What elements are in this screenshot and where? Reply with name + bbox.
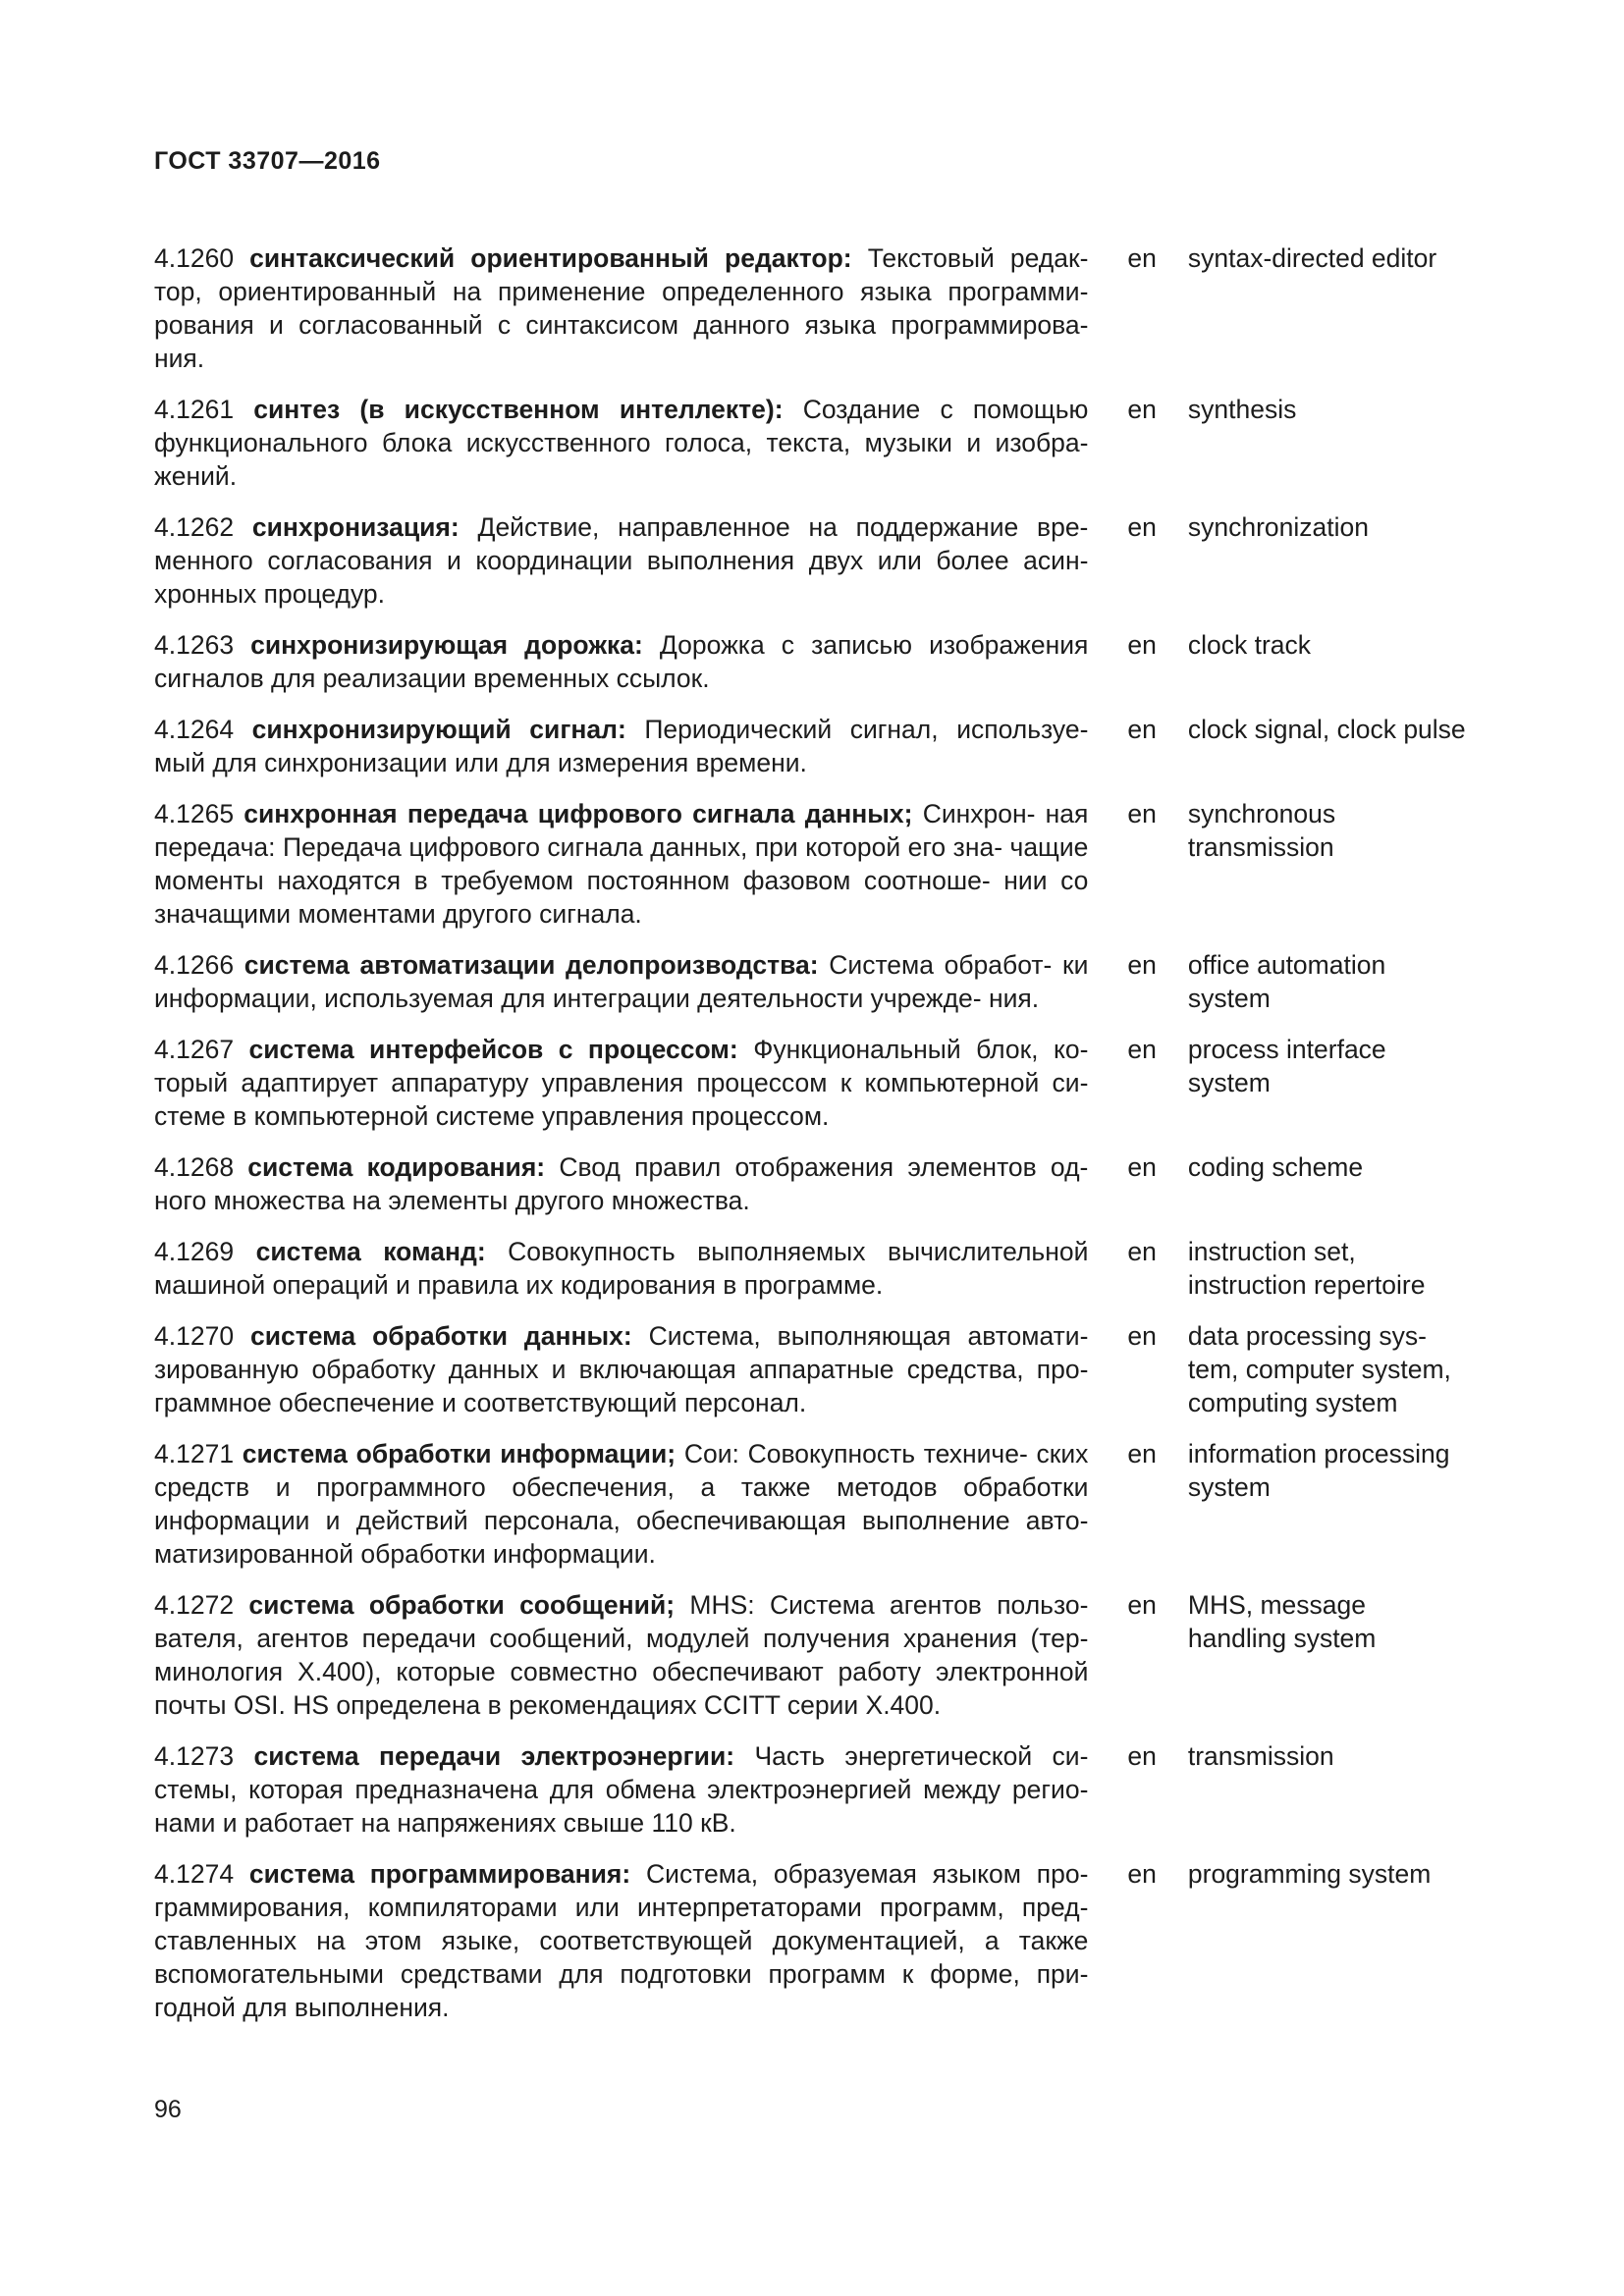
definition-line: граммное обеспечение и соответствующий персонал. [154, 1388, 807, 1417]
page-number: 96 [154, 2096, 182, 2123]
definition-line: сигналов для реализации временных ссылок. [154, 664, 710, 693]
term-number: 4.1260 [154, 243, 235, 273]
term-entry [154, 1588, 1499, 1722]
equivalent-line: instruction set, [1187, 1237, 1356, 1266]
language-code: en [1127, 1035, 1157, 1064]
definition-line: Синхрон- [922, 799, 1036, 828]
definition-line: ная передача: Передача цифрового сигнала данных, при которой его зна- [154, 799, 1089, 862]
definition-line: граммирования, компиляторами или интерпретаторами программ, пред- [154, 1893, 1089, 1922]
term-number: 4.1266 [154, 950, 235, 980]
equivalent-line: office automation [1187, 950, 1386, 980]
definition-line: вспомогательными средствами для подготовки программ к форме, при- [154, 1959, 1089, 1989]
definition-line: Действие, направленное на поддержание вре- [477, 512, 1089, 542]
definition-line: нами и работает на напряжениях свыше 110 кВ. [154, 1808, 736, 1838]
term-number: 4.1268 [154, 1152, 235, 1182]
language-code: en [1127, 630, 1157, 660]
definition-line: Текстовый редак- [867, 243, 1089, 273]
english-equivalent [1188, 948, 1499, 1015]
term-definition [154, 948, 1088, 1015]
term-number: 4.1273 [154, 1741, 235, 1771]
equivalent-line: transmission [1187, 832, 1334, 862]
english-equivalent [1188, 1857, 1499, 1891]
equivalent-line: MHS, message [1187, 1590, 1367, 1620]
definition-line: ния. [988, 984, 1040, 1013]
equivalent-line: system [1187, 1472, 1271, 1502]
equivalent-line: syntax-directed editor [1187, 243, 1437, 273]
term-title: синтез (в искусственном интеллекте): [253, 395, 784, 424]
equivalent-line: system [1187, 1068, 1271, 1097]
term-number: 4.1269 [154, 1237, 235, 1266]
language-code: en [1127, 1741, 1157, 1771]
definition-line: хронных процедур. [154, 579, 386, 609]
definition-line: почты OSI. HS определена в рекомендациях CCITT серии X.400. [154, 1690, 942, 1720]
term-number: 4.1261 [154, 395, 235, 424]
definition-line: мый для синхронизации или для измерения времени. [154, 748, 807, 777]
term-definition [154, 1857, 1088, 2024]
definition-line: функционального блока искусственного голоса, текста, музыки и изобра- [154, 428, 1089, 457]
equivalent-line: process interface [1187, 1035, 1386, 1064]
english-equivalent [1188, 1319, 1499, 1419]
equivalent-line: system [1187, 984, 1271, 1013]
term-number: 4.1263 [154, 630, 235, 660]
equivalent-line: data processing sys- [1187, 1321, 1427, 1351]
definition-line: нии со значащими моментами другого сигнала. [154, 866, 1089, 929]
term-number: 4.1267 [154, 1035, 235, 1064]
definition-line: жений. [154, 461, 238, 491]
term-number: 4.1272 [154, 1590, 235, 1620]
definition-line: менного согласования и координации выполнения двух или более асин- [154, 546, 1089, 575]
english-equivalent [1188, 1033, 1499, 1099]
definition-line: ного множества на элементы другого множества. [154, 1186, 750, 1215]
term-title: синтаксический ориентированный редактор: [249, 243, 852, 273]
definition-line: вателя, агентов передачи сообщений, модулей получения хранения (тер- [154, 1624, 1089, 1653]
term-title: система интерфейсов с процессом: [248, 1035, 738, 1064]
term-entry [154, 1150, 1499, 1217]
term-definition [154, 1033, 1088, 1133]
equivalent-line: transmission [1187, 1741, 1334, 1771]
term-title: система обработки информации; [242, 1439, 677, 1468]
term-definition [154, 1437, 1088, 1571]
term-entry [154, 713, 1499, 779]
term-definition [154, 628, 1088, 695]
term-number: 4.1271 [154, 1439, 235, 1468]
english-equivalent [1188, 713, 1499, 746]
definition-line: зированную обработку данных и включающая аппаратные средства, про- [154, 1355, 1089, 1384]
language-code: en [1127, 243, 1157, 273]
language-code: en [1127, 715, 1157, 744]
definition-line: годной для выполнения. [154, 1993, 450, 2022]
language-code: en [1127, 1152, 1157, 1182]
term-entry [154, 797, 1499, 931]
term-number: 4.1274 [154, 1859, 235, 1889]
term-title: система обработки данных: [250, 1321, 632, 1351]
definition-line: Создание с помощью [802, 395, 1089, 424]
term-title: синхронизация: [251, 512, 460, 542]
term-definition [154, 510, 1088, 611]
definition-line: ния. [154, 344, 205, 373]
english-equivalent [1188, 1235, 1499, 1302]
language-code: en [1127, 1237, 1157, 1266]
definition-line: торый адаптирует аппаратуру управления процессом к компьютерной си- [154, 1068, 1089, 1097]
equivalent-line: computing system [1187, 1388, 1398, 1417]
term-entry [154, 1857, 1499, 2024]
definition-line: Система, выполняющая автомати- [648, 1321, 1089, 1351]
term-definition [154, 241, 1088, 375]
term-title: синхронизирующая дорожка: [250, 630, 643, 660]
document-header: ГОСТ 33707—2016 [154, 147, 381, 175]
equivalent-line: clock track [1187, 630, 1312, 660]
term-entry [154, 241, 1499, 375]
english-equivalent [1188, 1150, 1499, 1184]
term-number: 4.1265 [154, 799, 235, 828]
definition-line: Функциональный блок, ко- [753, 1035, 1089, 1064]
definition-line: Часть энергетической си- [754, 1741, 1089, 1771]
definition-line: Система, образуемая языком про- [646, 1859, 1089, 1889]
term-entry [154, 1739, 1499, 1840]
term-entry [154, 510, 1499, 611]
language-code: en [1127, 1439, 1157, 1468]
language-code: en [1127, 512, 1157, 542]
term-entry [154, 628, 1499, 695]
english-equivalent [1188, 1588, 1499, 1655]
definition-line: Система обработ- [829, 950, 1053, 980]
language-code: en [1127, 799, 1157, 828]
equivalent-line: synchronous [1187, 799, 1336, 828]
equivalent-line: synchronization [1187, 512, 1370, 542]
term-title: система команд: [255, 1237, 486, 1266]
definition-line: MHS: Система агентов пользо- [689, 1590, 1089, 1620]
term-number: 4.1262 [154, 512, 235, 542]
term-definition [154, 1235, 1088, 1302]
definition-line: минология X.400), которые совместно обеспечивают работу электронной [154, 1657, 1089, 1686]
definition-line: Сои: Совокупность техниче- [683, 1439, 1028, 1468]
term-definition [154, 393, 1088, 493]
term-definition [154, 797, 1088, 931]
term-definition [154, 1739, 1088, 1840]
term-entry [154, 1319, 1499, 1419]
language-code: en [1127, 1321, 1157, 1351]
term-list [154, 241, 1499, 2042]
term-entry [154, 1437, 1499, 1571]
term-title: синхронная передача цифрового сигнала данных; [244, 799, 913, 828]
english-equivalent [1188, 797, 1499, 864]
definition-line: ских средств и программного обеспечения, а также методов обработки [154, 1439, 1089, 1502]
definition-line: ставленных на этом языке, соответствующей документацией, а также [154, 1926, 1089, 1955]
definition-line: информации и действий персонала, обеспечивающая выполнение авто- [154, 1506, 1089, 1535]
language-code: en [1127, 1859, 1157, 1889]
term-entry [154, 393, 1499, 493]
term-number: 4.1264 [154, 715, 235, 744]
definition-line: матизированной обработки информации. [154, 1539, 656, 1569]
term-number: 4.1270 [154, 1321, 235, 1351]
equivalent-line: synthesis [1187, 395, 1297, 424]
term-title: синхронизирующий сигнал: [251, 715, 626, 744]
definition-line: ки информации, используемая для интеграции деятельности учрежде- [154, 950, 1089, 1013]
definition-line: Совокупность выполняемых вычислительной [508, 1237, 1089, 1266]
definition-line: машиной операций и правила их кодирования в программе. [154, 1270, 884, 1300]
term-definition [154, 1588, 1088, 1722]
english-equivalent [1188, 510, 1499, 544]
term-entry [154, 1033, 1499, 1133]
english-equivalent [1188, 241, 1499, 275]
equivalent-line: instruction repertoire [1187, 1270, 1426, 1300]
definition-line: Свод правил отображения элементов од- [559, 1152, 1089, 1182]
definition-line: тор, ориентированный на применение определенного языка программи- [154, 277, 1089, 306]
definition-line: Периодический сигнал, используе- [644, 715, 1089, 744]
definition-line: рования и согласованный с синтаксисом данного языка программирова- [154, 310, 1089, 340]
english-equivalent [1188, 1739, 1499, 1773]
definition-line: стеме в компьютерной системе управления процессом. [154, 1101, 830, 1131]
term-title: система передачи электроэнергии: [253, 1741, 735, 1771]
equivalent-line: coding scheme [1187, 1152, 1364, 1182]
term-entry [154, 1235, 1499, 1302]
definition-line: стемы, которая предназначена для обмена электроэнергией между регио- [154, 1775, 1089, 1804]
term-title: система кодирования: [247, 1152, 546, 1182]
equivalent-line: programming system [1187, 1859, 1432, 1889]
term-title: система автоматизации делопроизводства: [244, 950, 819, 980]
language-code: en [1127, 950, 1157, 980]
definition-line: Дорожка с записью изображения [659, 630, 1089, 660]
language-code: en [1127, 1590, 1157, 1620]
term-definition [154, 1319, 1088, 1419]
english-equivalent [1188, 1437, 1499, 1504]
equivalent-line: handling system [1187, 1624, 1377, 1653]
equivalent-line: clock signal, clock pulse [1187, 715, 1466, 744]
definition-line: чащие моменты находятся в требуемом постоянном фазовом соотноше- [154, 832, 1089, 895]
english-equivalent [1188, 628, 1499, 662]
term-entry [154, 948, 1499, 1015]
equivalent-line: tem, computer system, [1187, 1355, 1451, 1384]
term-title: система обработки сообщений; [248, 1590, 676, 1620]
equivalent-line: information processing [1187, 1439, 1450, 1468]
term-definition [154, 713, 1088, 779]
english-equivalent [1188, 393, 1499, 426]
term-title: система программирования: [248, 1859, 631, 1889]
language-code: en [1127, 395, 1157, 424]
term-definition [154, 1150, 1088, 1217]
